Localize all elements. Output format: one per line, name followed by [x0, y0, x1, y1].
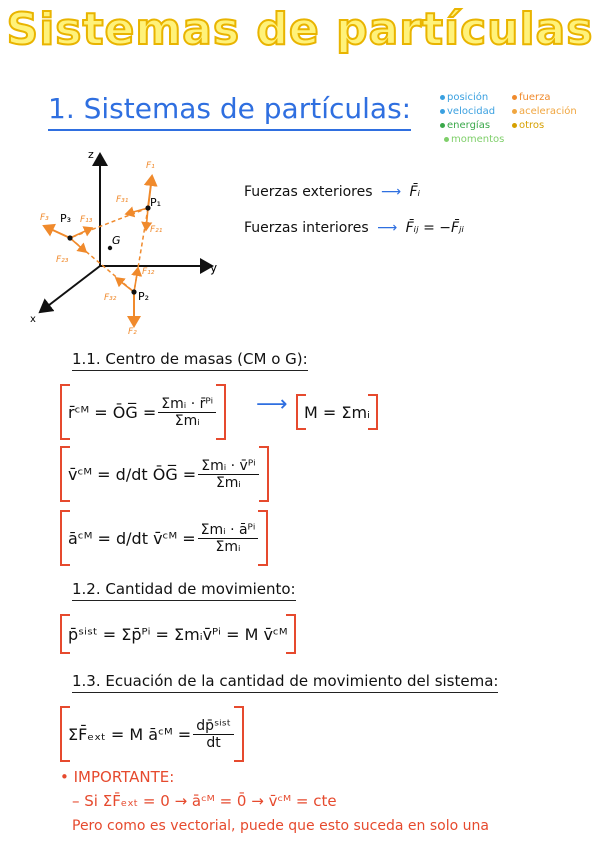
important-line-1: – Si ΣF̄ₑₓₜ = 0 → āᶜᴹ = 0̄ → v̄ᶜᴹ = cte [72, 792, 337, 810]
legend-item-aceleracion [512, 106, 577, 117]
legend-label: fuerza [519, 92, 551, 103]
force-f21-arrow [146, 208, 148, 230]
heading-underline [48, 129, 411, 131]
legend-label: posición [447, 92, 489, 103]
subsection-1-3 [72, 672, 498, 690]
formula-v-fraction [198, 458, 258, 491]
p2-label: P₂ [138, 290, 150, 303]
formula-eq-den: dt [206, 734, 221, 751]
formula-a-cm-box [60, 510, 268, 566]
legend-dot [440, 95, 445, 100]
subsection-underline [72, 370, 308, 372]
f21-label: F₂₁ [150, 225, 163, 235]
internal-forces-symbol: F̄ᵢⱼ = −F̄ⱼᵢ [405, 220, 464, 236]
formula-mass-box [296, 394, 378, 430]
g-label: G [112, 234, 121, 247]
y-axis-label: y [210, 261, 218, 275]
f31-label: F₃₁ [116, 195, 129, 205]
formula-v-num: Σmᵢ · v̄ᴾⁱ [198, 458, 258, 475]
legend-label: momentos [451, 134, 505, 145]
formula-v-cm-box [60, 446, 269, 502]
right-arrow-icon: ⟶ [380, 184, 402, 200]
legend-item-fuerza [512, 92, 551, 103]
formula-eq-left: ΣF̄ₑₓₜ = M āᶜᴹ = [68, 724, 192, 744]
force-f32-arrow [116, 278, 134, 292]
legend-label: aceleración [519, 106, 577, 117]
legend-dot [512, 123, 517, 128]
legend-label: velocidad [447, 106, 496, 117]
force-f13-arrow [70, 228, 92, 238]
external-forces-label: Fuerzas exteriores [244, 184, 373, 200]
internal-forces-line [244, 220, 464, 236]
external-forces-line [244, 184, 420, 200]
formula-momentum-box [60, 614, 296, 654]
subsection-1-2 [72, 580, 296, 598]
subsection-1-3-text: 1.3. Ecuación de la cantidad de movimiento del sistema: [72, 672, 499, 690]
f23-label: F₂₃ [56, 255, 69, 265]
external-forces-symbol: F̄ᵢ [409, 184, 421, 200]
formula-r-left: r̄ᶜᴹ = ŌG̅ = [68, 402, 157, 422]
important-line-2: Pero como es vectorial, puede que esto suceda en solo una [72, 818, 489, 834]
color-legend [440, 92, 590, 152]
legend-dot [444, 137, 449, 142]
p3-label: P₃ [60, 212, 72, 225]
formula-a-fraction [198, 522, 259, 555]
point-p2 [131, 289, 136, 294]
f32-label: F₃₂ [104, 293, 117, 303]
subsection-underline [72, 692, 498, 694]
formula-mass: M = Σmᵢ [304, 402, 370, 422]
legend-label: otros [519, 120, 545, 131]
formula-r-num: Σmᵢ · r̄ᴾⁱ [158, 396, 216, 413]
internal-forces-label: Fuerzas interiores [244, 220, 369, 236]
force-f31-arrow [126, 208, 148, 214]
legend-item-energias [440, 120, 490, 131]
legend-dot [440, 123, 445, 128]
force-f12-arrow [134, 268, 138, 292]
particle-system-diagram [30, 140, 240, 340]
formula-momentum: p̄ˢⁱˢᵗ = Σp̄ᴾⁱ = Σmᵢv̄ᴾⁱ = M v̄ᶜᴹ [68, 624, 288, 644]
subsection-underline [72, 600, 296, 602]
legend-item-velocidad [440, 106, 495, 117]
section-heading [48, 92, 411, 125]
formula-r-fraction [158, 396, 216, 429]
x-axis [40, 266, 100, 312]
subsection-1-1-text: 1.1. Centro de masas (CM o G): [72, 350, 308, 368]
formula-v-den: Σmᵢ [215, 474, 241, 491]
section-heading-text: 1. Sistemas de partículas: [48, 92, 412, 125]
formula-a-left: āᶜᴹ = d/dt v̄ᶜᴹ = [68, 528, 196, 548]
subsection-1-2-text: 1.2. Cantidad de movimiento: [72, 580, 296, 598]
p1-label: P₁ [150, 196, 162, 209]
legend-dot [512, 95, 517, 100]
formula-v-left: v̄ᶜᴹ = d/dt ŌG̅ = [68, 464, 197, 484]
formula-r-cm-box [60, 384, 226, 440]
force-f23-arrow [70, 238, 86, 252]
f13-label: F₁₃ [80, 215, 93, 225]
legend-item-otros [512, 120, 544, 131]
f2-label: F₂ [128, 327, 137, 337]
implies-arrow-icon: ⟶ [256, 392, 288, 417]
legend-label: energías [447, 120, 491, 131]
legend-dot [440, 109, 445, 114]
z-axis-label: z [88, 148, 94, 161]
legend-item-momentos [444, 134, 504, 145]
right-arrow-icon: ⟶ [377, 220, 398, 236]
formula-eq-fraction [193, 718, 234, 751]
x-axis-label: x [30, 314, 36, 325]
formula-eq-num: dp̄ˢⁱˢᵗ [193, 718, 234, 735]
point-p3 [67, 235, 72, 240]
important-title: • IMPORTANTE: [60, 768, 175, 786]
formula-r-den: Σmᵢ [174, 412, 200, 429]
f12-label: F₁₂ [142, 267, 155, 277]
formula-system-equation-box [60, 706, 244, 762]
f1-label: F₁ [146, 161, 155, 171]
formula-a-den: Σmᵢ [215, 538, 241, 555]
formula-a-num: Σmᵢ · āᴾⁱ [198, 522, 259, 539]
f3-label: F₃ [40, 213, 49, 223]
page-title: Sistemas de partículas [6, 4, 594, 55]
legend-item-posicion [440, 92, 488, 103]
subsection-1-1 [72, 350, 308, 368]
force-f3-arrow [44, 226, 70, 238]
legend-dot [512, 109, 517, 114]
